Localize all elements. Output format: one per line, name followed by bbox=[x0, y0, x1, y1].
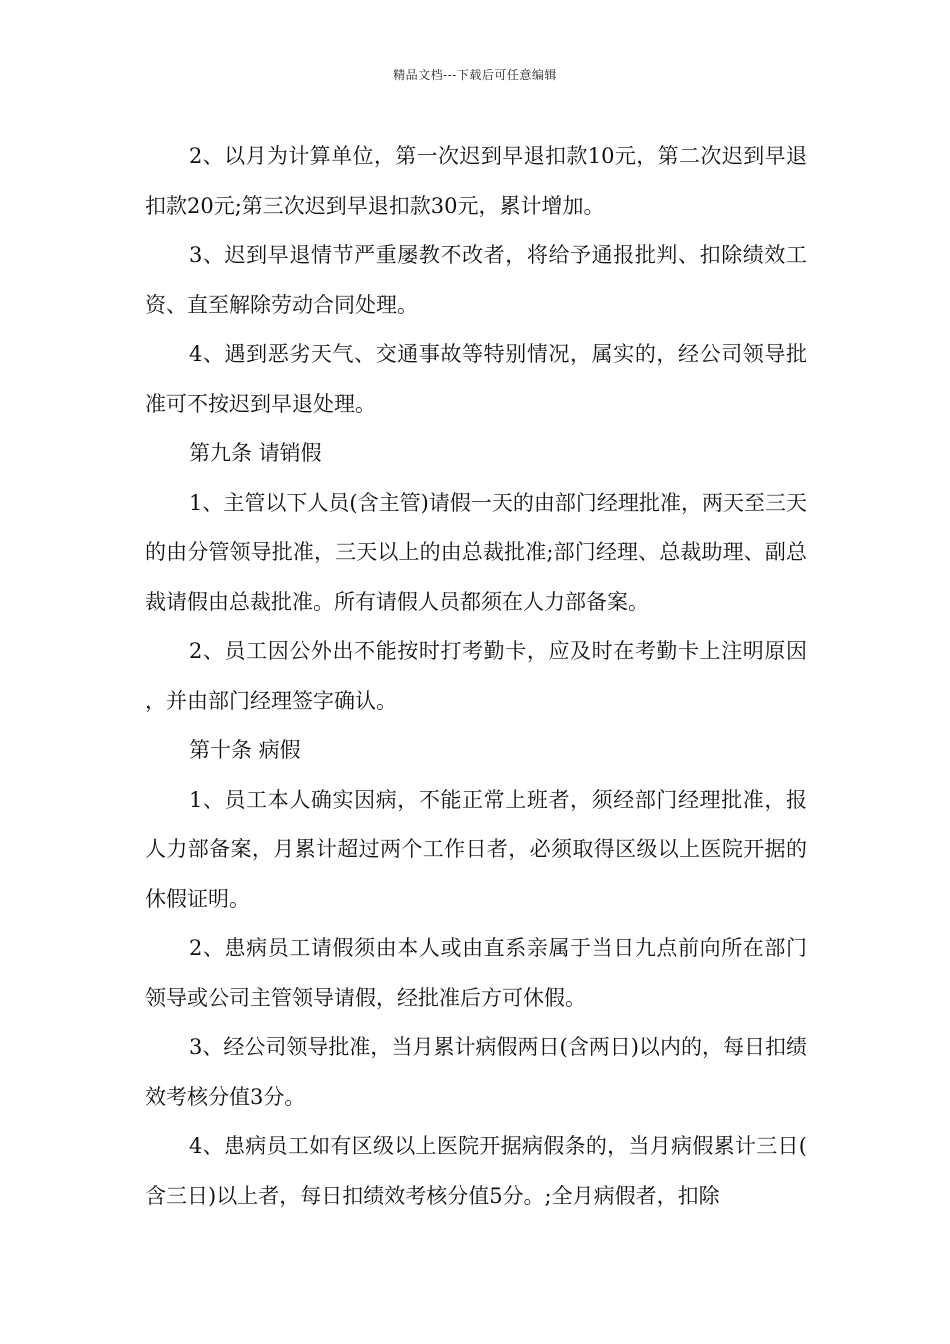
paragraph-repeat-offense: 3、迟到早退情节严重屡教不改者，将给予通报批判、扣除绩效工资、直至解除劳动合同处理。 bbox=[145, 243, 807, 317]
page-header: 精品文档---下载后可任意编辑 bbox=[393, 68, 557, 82]
paragraph-sick-approval: 1、员工本人确实因病，不能正常上班者，须经部门经理批准，报人力部备案，月累计超过两个工作日者，必须取得区级以上医院开据的休假证明。 bbox=[145, 787, 807, 911]
paragraph-sick-request: 2、患病员工请假须由本人或由直系亲属于当日九点前向所在部门领导或公司主管领导请假，经批准后方可休假。 bbox=[145, 936, 807, 1010]
paragraph-sick-deduction-long: 4、患病员工如有区级以上医院开据病假条的，当月病假累计三日(含三日)以上者，每日扣绩效考核分值5分。;全月病假者，扣除 bbox=[145, 1134, 807, 1208]
paragraph-special-circumstances: 4、遇到恶劣天气、交通事故等特别情况，属实的，经公司领导批准可不按迟到早退处理。 bbox=[145, 342, 807, 416]
section-heading-leave: 第九条 请销假 bbox=[189, 441, 322, 465]
section-heading-sick-leave: 第十条 病假 bbox=[189, 738, 301, 762]
paragraph-leave-approval: 1、主管以下人员(含主管)请假一天的由部门经理批准，两天至三天的由分管领导批准，三天以上的由总裁批准;部门经理、总裁助理、副总裁请假由总裁批准。所有请假人员都须在人力部备案。 bbox=[145, 490, 807, 614]
document-body bbox=[145, 132, 807, 1221]
paragraph-sick-deduction-short: 3、经公司领导批准，当月累计病假两日(含两日)以内的，每日扣绩效考核分值3分。 bbox=[145, 1035, 807, 1109]
paragraph-late-penalty: 2、以月为计算单位，第一次迟到早退扣款10元，第二次迟到早退扣款20元;第三次迟到早退扣款30元，累计增加。 bbox=[145, 144, 807, 218]
paragraph-business-trip: 2、员工因公外出不能按时打考勤卡，应及时在考勤卡上注明原因，并由部门经理签字确认。 bbox=[145, 639, 807, 713]
